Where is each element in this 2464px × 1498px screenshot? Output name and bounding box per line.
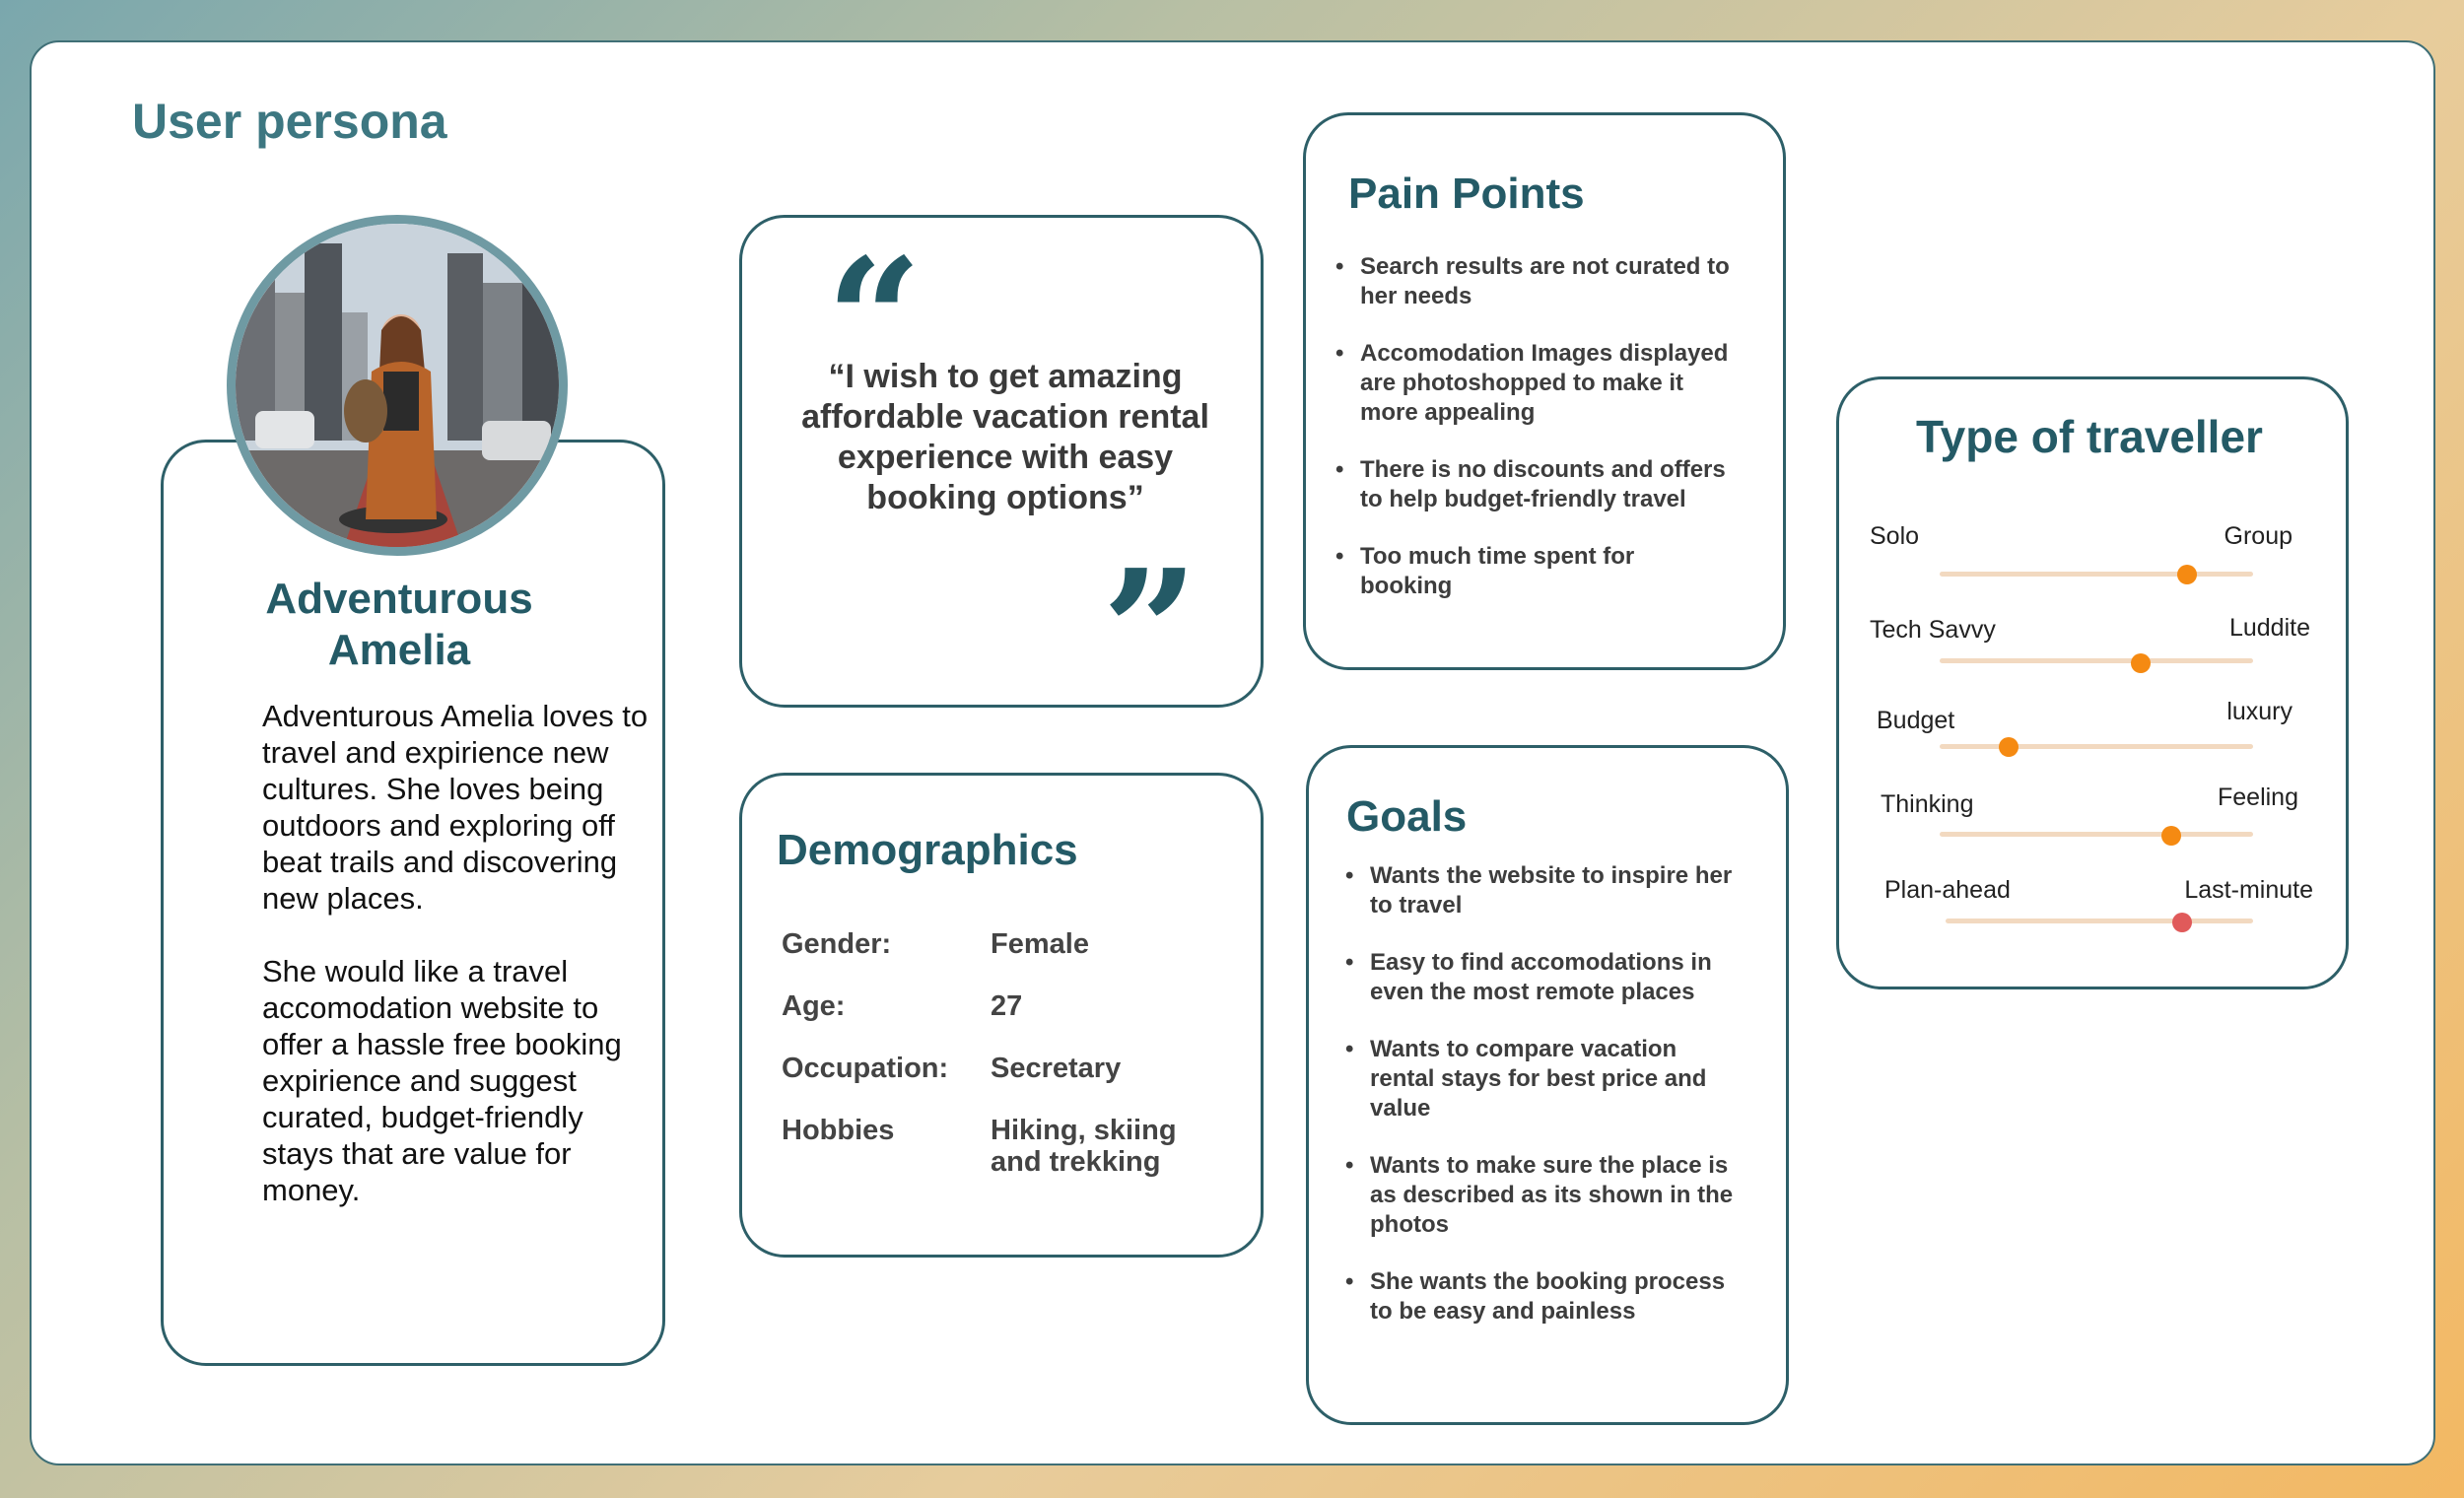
list-item: • Wants to make sure the place is as described as its shown in the photos <box>1345 1151 1740 1240</box>
traveller-type-title: Type of traveller <box>1916 411 2263 462</box>
goals-title: Goals <box>1346 792 1468 841</box>
list-item: • Easy to find accomodations in even the most remote places <box>1345 948 1740 1007</box>
demo-label-hobbies: Hobbies <box>782 1115 895 1146</box>
list-item: • Too much time spent for booking <box>1335 542 1730 601</box>
demo-label-age: Age: <box>782 990 846 1022</box>
persona-name-line2: Amelia <box>327 626 471 674</box>
bio-paragraph-1: Adventurous Amelia loves to travel and expirience new cultures. She loves being outdoors and exploring off beat trails and discovering new places. <box>262 699 649 916</box>
slider-knob[interactable] <box>2131 653 2151 673</box>
slider-left-label: Thinking <box>1881 790 1974 818</box>
persona-name <box>237 574 562 676</box>
close-quote-icon <box>1102 533 1198 730</box>
pain-points-title: Pain Points <box>1348 170 1585 218</box>
page-title: User persona <box>132 94 447 149</box>
slider-left-label: Plan-ahead <box>1884 876 2011 904</box>
slider-track[interactable] <box>1946 919 2253 923</box>
goals-list <box>1345 861 1740 1354</box>
slider-right-label: luxury <box>2226 698 2293 725</box>
persona-name-line1: Adventurous <box>265 575 533 623</box>
persona-quote: “I wish to get amazing affordable vacation rental experience with easy booking options” <box>801 358 1209 516</box>
slider-left-label: Tech Savvy <box>1870 616 1996 644</box>
slider-left-label: Budget <box>1877 707 1955 734</box>
slider-left-label: Solo <box>1870 522 1920 550</box>
slider-track[interactable] <box>1940 658 2253 663</box>
demo-value-hobbies: Hiking, skiing and trekking <box>991 1115 1177 1178</box>
open-quote-mark: “ <box>826 222 923 419</box>
slider-track[interactable] <box>1940 832 2253 837</box>
demo-label-gender: Gender: <box>782 928 892 960</box>
persona-bio <box>262 698 656 1208</box>
demo-value-occupation: Secretary <box>991 1053 1122 1084</box>
demo-value-age: 27 <box>991 990 1023 1022</box>
slider-right-label: Group <box>2224 522 2293 550</box>
slider-right-label: Last-minute <box>2184 876 2313 904</box>
slider-knob[interactable] <box>1999 737 2019 757</box>
list-item: • She wants the booking process to be easy and painless <box>1345 1267 1740 1327</box>
list-item: • There is no discounts and offers to help budget-friendly travel <box>1335 455 1730 514</box>
demo-value-gender: Female <box>991 928 1089 960</box>
list-item: • Wants the website to inspire her to travel <box>1345 861 1740 920</box>
pain-points-list <box>1335 252 1730 629</box>
list-item: • Wants to compare vacation rental stays for best price and value <box>1345 1035 1740 1124</box>
bio-paragraph-2: She would like a travel accomodation website to offer a hassle free booking expirience and suggest curated, budget-friendly stays that are value for money. <box>262 954 622 1207</box>
slider-right-label: Feeling <box>2218 783 2298 811</box>
avatar-photo <box>236 224 559 547</box>
slider-track[interactable] <box>1940 744 2253 749</box>
demographics-title: Demographics <box>777 826 1078 874</box>
avatar <box>227 215 568 556</box>
slider-track[interactable] <box>1940 572 2253 577</box>
close-quote-mark: ” <box>1102 533 1198 730</box>
slider-right-label: Luddite <box>2228 614 2310 642</box>
demo-label-occupation: Occupation: <box>782 1053 949 1084</box>
list-item: • Accomodation Images displayed are photoshopped to make it more appealing <box>1335 339 1730 428</box>
list-item: • Search results are not curated to her needs <box>1335 252 1730 311</box>
